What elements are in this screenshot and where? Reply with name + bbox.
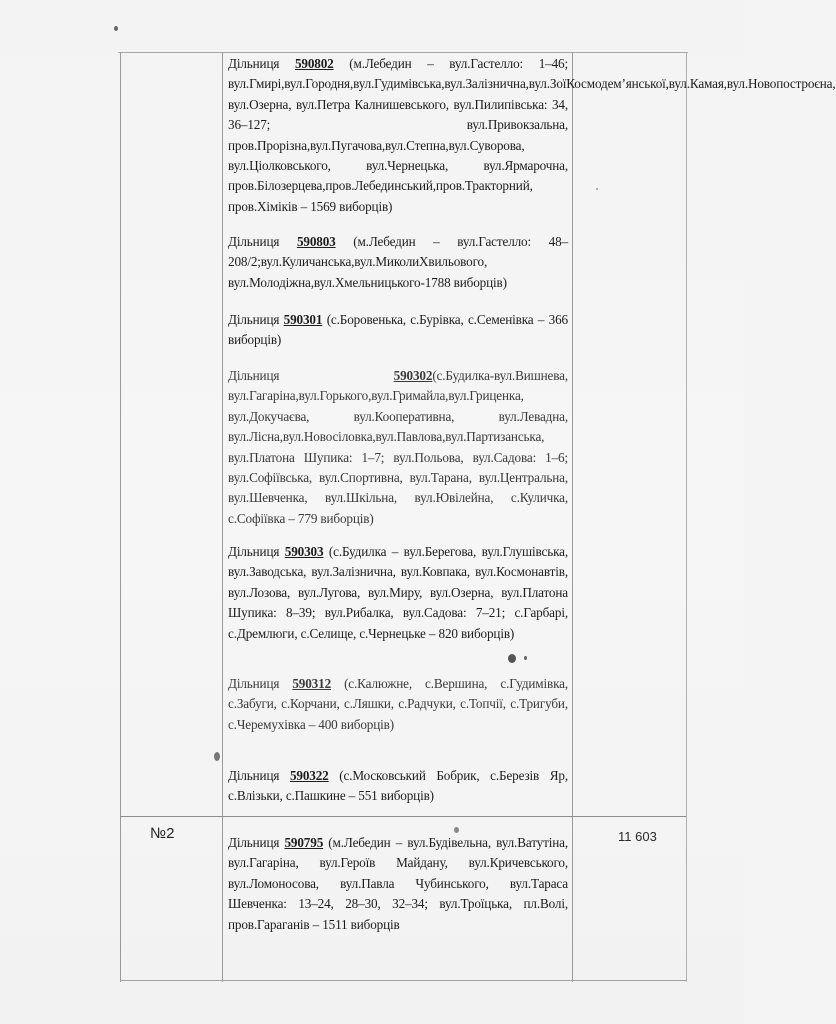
precinct-code: 590301 [283,312,323,327]
table-left-border [120,52,121,982]
precinct-prefix: Дільниця [228,368,394,383]
precinct-prefix: Дільниця [228,835,285,850]
precinct-prefix: Дільниця [228,676,293,691]
precinct-description: (с.Будилка-вул.Вишнева, вул.Гагаріна,вул.Горького,вул.Гримайла,вул.Гриценка, вул.Докучаєва, вул.Кооперативна, вул.Левадна, вул.Лісна,вул.Новосіловка,вул.Павлова,вул.Партизанська, вул.Платона Шупика: 1–7; вул.Польова, вул.Садова: 1–6; вул.Софіївська, вул.Спортивна, вул.Тарана, вул.Центральна, вул.Шевченка, вул.Шкільна, вул.Ювілейна, с.Куличка, с.Софіївка – 779 виборців) [228,368,568,526]
row-total-voters: 11 603 [618,829,657,844]
column-divider-left [222,52,223,982]
precinct-code: 590803 [296,234,336,249]
scan-speck [454,827,459,833]
precinct-entry-590302 [228,366,568,529]
scan-speck [524,656,527,660]
precinct-prefix: Дільниця [228,234,297,249]
precinct-code: 590312 [292,676,332,691]
precinct-code: 590322 [289,768,329,783]
precinct-prefix: Дільниця [228,544,285,559]
precinct-entry-590802 [228,54,836,217]
precinct-description: (с.Калюжне, с.Вершина, с.Гудимівка, с.Забуги, с.Корчани, с.Ляшки, с.Радчуки, с.Топчії, с.Тригуби, с.Черемухівка – 400 виборців) [228,676,568,732]
precinct-entry-590303 [228,542,568,644]
precinct-description: (с.Будилка – вул.Берегова, вул.Глушівська, вул.Заводська, вул.Залізнична, вул.Ковпака, вул.Космонавтів, вул.Лозова, вул.Лугова, вул.Миру, вул.Озерна, вул.Платона Шупика: 8–39; вул.Рибалка, вул.Садова: 7–21; с.Гарбарі, с.Дремлюги, с.Селище, с.Чернецьке – 820 виборців) [228,544,568,641]
scan-speck [508,654,516,663]
precinct-entry-590301 [228,310,568,351]
precinct-description: (с.Боровенька, с.Бурівка, с.Семенівка – 366 виборців) [228,312,568,348]
scan-speck [114,26,118,31]
precinct-prefix: Дільниця [228,768,290,783]
precinct-code: 590303 [284,544,324,559]
precinct-code: 590802 [294,56,334,71]
precinct-description: (м.Лебедин – вул.Гастелло: 1–46; вул.Гмирі,вул.Городня,вул.Гудимівська,вул.Залізнична,вул.ЗоїКосмодем’янської,вул.Камая,вул.Новопостроєна, вул.Озерна, вул.Петра Калнишевського, вул.Пилипівська: 34, 36–127; вул.Привокзальна, пров.Прорізна,вул.Пугачова,вул.Степна,вул.Суворова, вул.Ціолковського, вул.Чернецька, вул.Ярмарочна, пров.Білозерцева,пров.Лебединський,пров.Тракторний, пров.Хіміків – 1569 виборців) [228,56,836,214]
row-divider [120,816,686,817]
precinct-entry-590795 [228,833,568,935]
precinct-prefix: Дільниця [228,56,295,71]
precinct-prefix: Дільниця [228,312,284,327]
scan-speck [214,752,220,761]
scan-speck [596,188,598,190]
precinct-code: 590302 [393,368,433,383]
table-bottom-border [120,980,686,981]
precinct-description: (с.Московський Бобрик, с.Березів Яр, с.Влізьки, с.Пашкине – 551 виборців) [228,768,568,804]
precinct-code: 590795 [284,835,324,850]
precinct-description: (м.Лебедин – вул.Будівельна, вул.Ватутіна, вул.Гагаріна, вул.Героїв Майдану, вул.Кричевського, вул.Ломоносова, вул.Павла Чубинського, вул.Тараса Шевченка: 13–24, 28–30, 32–34; вул.Троїцька, пл.Волі, пров.Гараганів – 1511 виборців [228,835,568,932]
table-top-border [118,52,688,53]
precinct-entry-590312 [228,674,568,735]
precinct-description: (м.Лебедин – вул.Гастелло: 48–208/2;вул.Куличанська,вул.МиколиХвильового, вул.Молодіжна,вул.Хмельницького-1788 виборців) [228,234,568,290]
precinct-entry-590803 [228,232,568,293]
precinct-entry-590322 [228,766,568,807]
column-divider-right [572,52,573,982]
row-number: №2 [150,825,175,842]
table-right-border [686,52,687,982]
